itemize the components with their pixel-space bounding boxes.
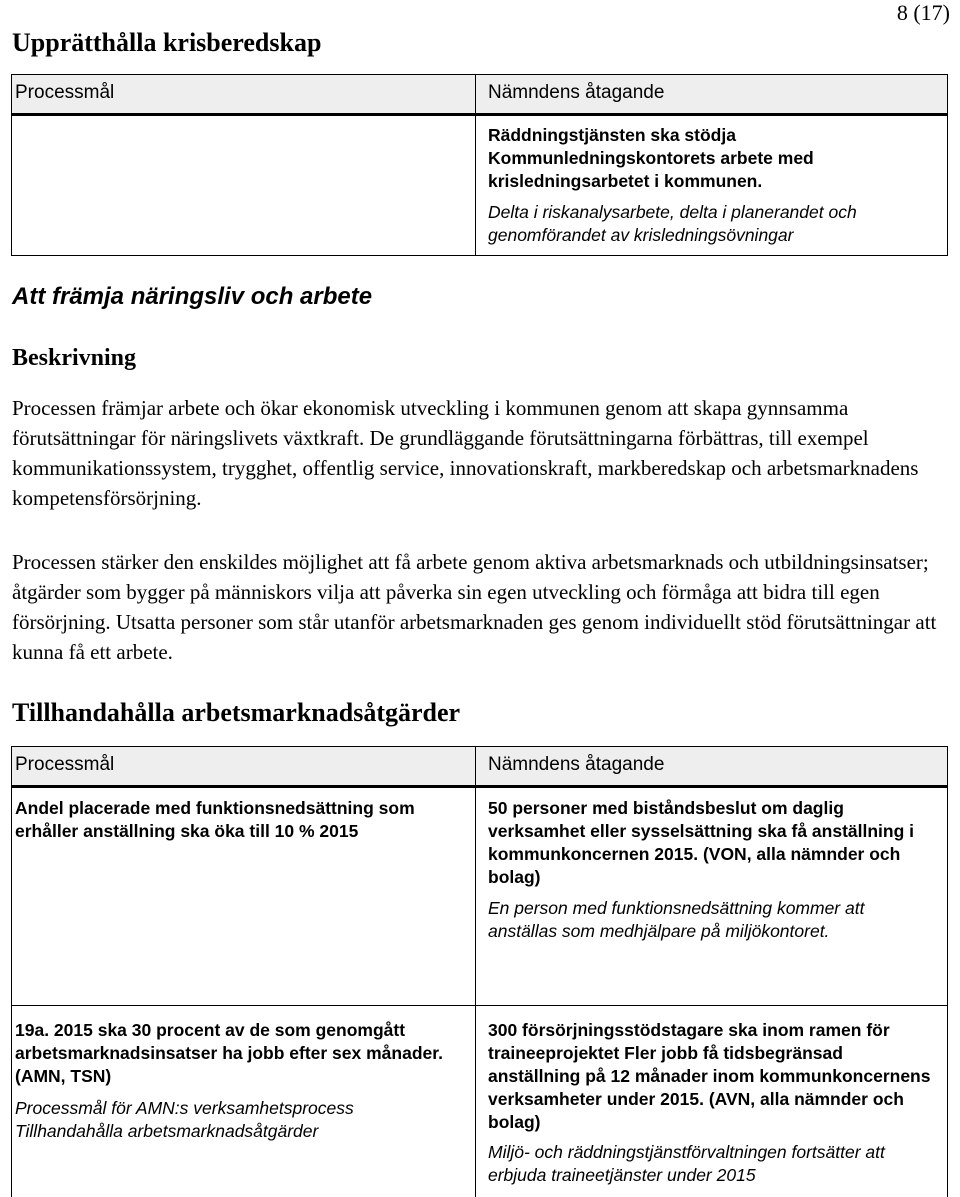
description-paragraph-2: Processen stärker den enskildes möjlighet att få arbete genom aktiva arbetsmarknads och utbildningsinsatser; åtgärder som bygger på människors vilja att påverka sin egen utveckling och förmåga att bidra till egen försörjning. Utsatta personer som står utanför arbetsmarknaden ges genom individuellt stöd förutsättningar att kunna få ett arbete. xyxy=(12,550,937,664)
table-header-rule xyxy=(11,785,948,788)
page-title: Upprätthålla krisberedskap xyxy=(12,28,322,57)
column-header-atagande: Nämndens åtagande xyxy=(488,754,665,775)
description-heading: Beskrivning xyxy=(12,345,137,371)
subsection-heading: Tillhandahålla arbetsmarknadsåtgärder xyxy=(12,698,461,727)
column-header-processmal: Processmål xyxy=(15,82,115,103)
column-header-processmal: Processmål xyxy=(15,754,115,775)
table-rule xyxy=(11,74,948,75)
table-column-divider xyxy=(475,746,476,1197)
table-header-bg xyxy=(11,74,948,114)
table-cell-goal-note: Processmål för AMN:s verksamhetsprocess Tillhandahålla arbetsmarknadsåtgärder xyxy=(15,1098,354,1141)
page-number: 8 (17) xyxy=(896,0,950,25)
section-heading: Att främja näringsliv och arbete xyxy=(12,283,373,310)
table-rule xyxy=(11,746,948,747)
table-left-border xyxy=(11,746,12,1197)
table-cell-goal: Andel placerade med funktionsnedsättning som erhåller anställning ska öka till 10 % 2015 xyxy=(15,798,415,841)
table-cell-commitment-note: Delta i riskanalysarbete, delta i planerandet och genomförandet av krisledningsövningar xyxy=(488,202,857,245)
table-cell-commitment: 300 försörjningsstödstagare ska inom ramen för traineeprojektet Fler jobb få tidsbegränsad anställning på 12 månader inom kommunkoncernens verksamheter under 2015. (AVN, alla nämnder och bolag) xyxy=(488,1020,931,1132)
table-header-rule xyxy=(11,113,948,116)
table-column-divider xyxy=(475,74,476,256)
table-cell-commitment: 50 personer med biståndsbeslut om daglig verksamhet eller sysselsättning ska få anställning i kommunkoncernen 2015. (VON, alla nämnder och bolag) xyxy=(488,798,915,887)
table-row-rule xyxy=(11,1005,948,1006)
table-cell-goal: 19a. 2015 ska 30 procent av de som genomgått arbetsmarknadsinsatser ha jobb efter sex månader.(AMN, TSN) xyxy=(15,1020,443,1086)
table-left-border xyxy=(11,74,12,256)
table-right-border xyxy=(947,74,948,256)
table-cell-commitment-note: En person med funktionsnedsättning kommer att anställas som medhjälpare på miljökontoret. xyxy=(488,898,865,941)
table-cell-commitment-note: Miljö- och räddningstjänstförvaltningen fortsätter att erbjuda traineetjänster under 2015 xyxy=(488,1142,885,1185)
description-paragraph-1: Processen främjar arbete och ökar ekonomisk utveckling i kommunen genom att skapa gynnsamma förutsättningar för näringslivets växtkraft. De grundläggande förutsättningarna förbättras, till exempel kommunikationssystem, trygghet, offentlig service, innovationskraft, markberedskap och arbetsmarknadens kompetensförsörjning. xyxy=(12,396,919,510)
table-bottom-rule xyxy=(11,255,948,256)
table-right-border xyxy=(947,746,948,1197)
table-header-bg xyxy=(11,746,948,786)
table-cell-commitment: Räddningstjänsten ska stödja Kommunledningskontorets arbete med krisledningsarbetet i kommunen. xyxy=(488,125,814,191)
column-header-atagande: Nämndens åtagande xyxy=(488,82,665,103)
